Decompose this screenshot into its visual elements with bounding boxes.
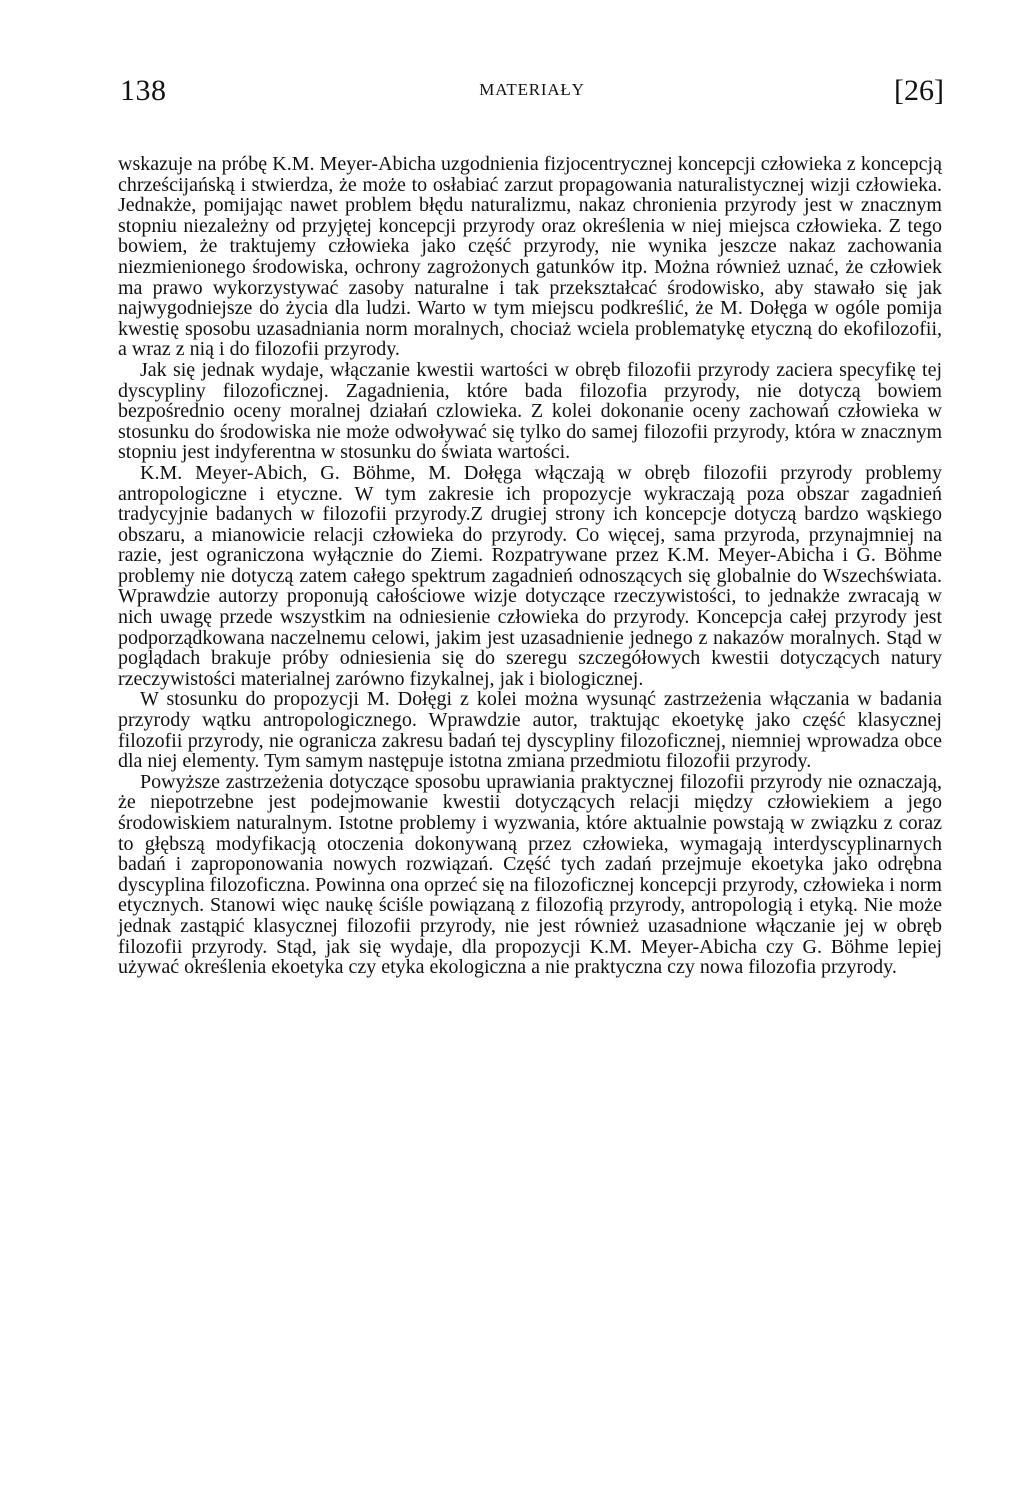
paragraph-1: wskazuje na próbę K.M. Meyer-Abicha uzgodnienia fizjocentrycznej koncepcji człowieka z koncepcją chrześcijańską i stwierdza, że może to osłabiać zarzut propagowania naturalistycznej wizji człowieka. Jednakże, pomijając nawet problem błędu naturalizmu, nakaz chronienia przyrody jest w znacznym stopniu niezależny od przyjętej koncepcji przyrody oraz określenia w niej miejsca człowieka. Z tego bowiem, że traktujemy człowieka jako część przyrody, nie wynika jeszcze nakaz zachowania niezmienionego środowiska, ochrony zagrożonych gatunków itp. Można również uznać, że człowiek ma prawo wykorzystywać zasoby naturalne i tak przekształcać środowisko, aby stawało się jak najwygodniejsze do życia dla ludzi. Warto w tym miejscu podkreślić, że M. Dołęga w ogóle pomija kwestię sposobu uzasadniania norm moralnych, chociaż wciela problematykę etyczną do ekofilozofii, a wraz z nią i do filozofii przyrody.	[118, 153, 942, 361]
paragraph-5: Powyższe zastrzeżenia dotyczące sposobu uprawiania praktycznej filozofii przyrody nie oznaczają, że niepotrzebne jest podejmowanie kwestii dotyczących relacji między człowiekiem a jego środowiskiem naturalnym. Istotne problemy i wyzwania, które aktualnie powstają w związku z coraz to głębszą modyfikacją otoczenia dokonywaną przez człowieka, wymagają interdyscyplinarnych badań i zaproponowania nowych rozwiązań. Część tych zadań przejmuje ekoetyka jako odrębna dyscyplina filozoficzna. Powinna ona oprzeć się na filozoficznej koncepcji przyrody, człowieka i norm etycznych. Stanowi więc naukę ściśle powiązaną z filozofią przyrody, antropologią i etyką. Nie może jednak zastąpić klasycznej filozofii przyrody, nie jest również uzasadnione włączanie jej w obręb filozofii przyrody. Stąd, jak się wydaje, dla propozycji K.M. Meyer-Abicha czy G. Böhme lepiej używać określenia ekoetyka czy etyka ekologiczna a nie praktyczna czy nowa filozofia przyrody.	[118, 770, 942, 979]
article-text	[118, 154, 942, 978]
paragraph-2: Jak się jednak wydaje, włączanie kwestii wartości w obręb filozofii przyrody zaciera specyfikę tej dyscypliny filozoficznej. Zagadnienia, które bada filozofia przyrody, nie dotyczą bowiem bezpośrednio oceny moralnej działań czlowieka. Z kolei dokonanie oceny zachowań człowieka w stosunku do środowiska nie może odwoływać się tylko do samej filozofii przyrody, która w znacznym stopniu jest indyferentna w stosunku do świata wartości.	[118, 358, 942, 464]
running-title: MATERIAŁY	[479, 80, 585, 99]
page-number: 138	[120, 74, 167, 107]
page-header	[120, 72, 944, 112]
paragraph-3: K.M. Meyer-Abich, G. Böhme, M. Dołęga włączają w obręb filozofii przyrody problemy antropologiczne i etyczne. W tym zakresie ich propozycje wykraczają poza obszar zagadnień tradycyjnie badanych w filozofii przyrody.Z drugiej strony ich koncepcje dotyczą bardzo wąskiego obszaru, a mianowicie relacji człowieka do przyrody. Co więcej, sama przyroda, przynajmniej na razie, jest ograniczona wyłącznie do Ziemi. Rozpatrywane przez K.M. Meyer-Abicha i G. Böhme problemy nie dotyczą zatem całego spektrum zagadnień odnoszących się globalnie do Wszechświata. Wprawdzie autorzy proponują całościowe wizje dotyczące rzeczywistości, to jednakże zwracają w nich uwagę przede wszystkim na odniesienie człowieka do przyrody. Koncepcja całej przyrody jest podporządkowana naczelnemu celowi, jakim jest uzasadnienie jednego z nakazów moralnych. Stąd w poglądach brakuje próby odniesienia się do szeregu szczegółowych kwestii dotyczących natury rzeczywistości materialnej zarówno fizykalnej, jak i biologicznej.	[118, 461, 942, 690]
paragraph-4: W stosunku do propozycji M. Dołęgi z kolei można wysunąć zastrzeżenia włączania w badania przyrody wątku antropologicznego. Wprawdzie autor, traktując ekoetykę jako część klasycznej filozofii przyrody, nie ogranicza zakresu badań tej dyscypliny filozoficznej, niemniej wprowadza obce dla niej elementy. Tym samym następuje istotna zmiana przedmiotu filozofii przyrody.	[118, 688, 942, 773]
section-number: [26]	[894, 74, 944, 107]
